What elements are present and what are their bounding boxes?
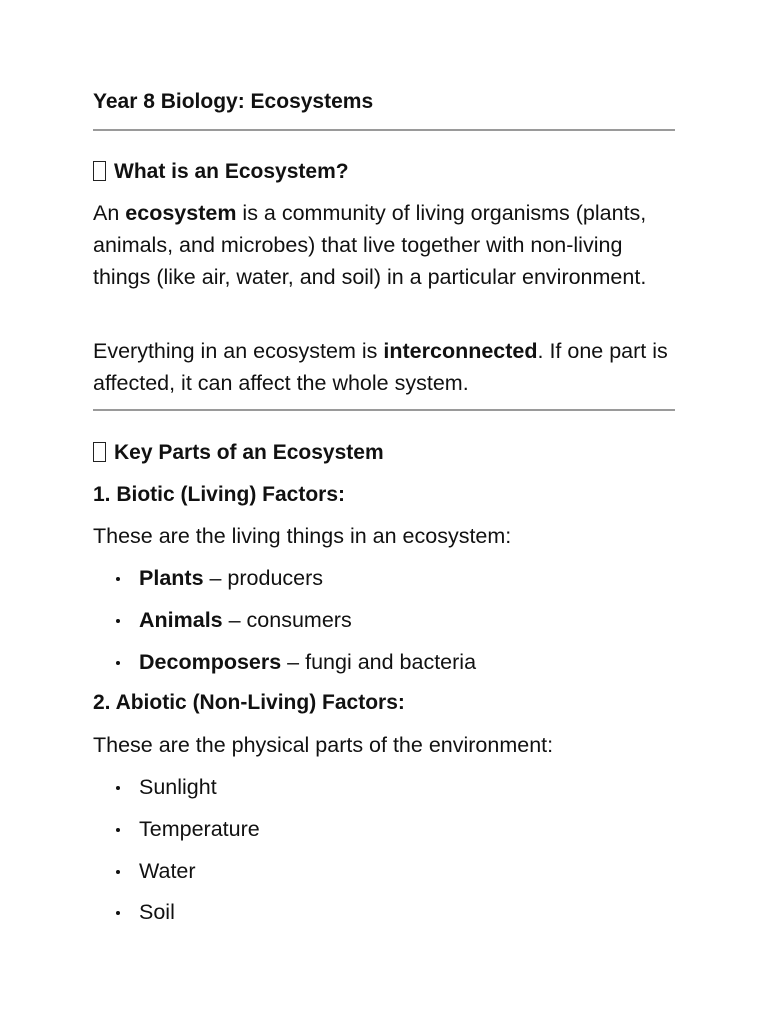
- bullet-icon: [116, 619, 120, 623]
- interconnected-post: . If one part is affected, it can affect the whole system.: [93, 339, 668, 395]
- section-heading-key-parts: [93, 440, 384, 466]
- bullet-icon: [116, 870, 120, 874]
- document-title: Year 8 Biology: Ecosystems: [93, 90, 374, 113]
- list-item: [93, 774, 260, 816]
- list-item-term: Decomposers: [139, 649, 282, 674]
- list-item-term: Animals: [139, 607, 223, 632]
- bullet-icon: [116, 577, 120, 581]
- section-heading-what-is: [93, 159, 349, 185]
- section-heading-what-is-text: What is an Ecosystem?: [114, 160, 349, 183]
- list-item-term: Plants: [139, 566, 204, 590]
- list-item: [93, 607, 476, 649]
- abiotic-list: [93, 774, 260, 941]
- bullet-icon: [116, 786, 120, 790]
- bullet-icon: [116, 828, 120, 832]
- definition-post: is a community of living organisms (plants, animals, and microbes) that live together with non-living things (like air, water, and soil) in a particular environment.: [93, 201, 647, 289]
- bullet-icon: [116, 661, 120, 665]
- list-item-text: Soil: [139, 900, 175, 925]
- biotic-intro: These are the living things in an ecosystem:: [93, 524, 512, 548]
- term-interconnected: interconnected: [383, 339, 538, 363]
- list-item: [93, 816, 260, 858]
- list-item: [93, 899, 260, 941]
- list-item: [93, 649, 476, 691]
- list-item-desc: – consumers: [222, 607, 352, 632]
- list-item-text: Water: [139, 858, 196, 883]
- abiotic-intro: These are the physical parts of the environment:: [93, 733, 554, 757]
- list-item: [93, 858, 260, 900]
- definition-pre: An: [93, 201, 126, 225]
- interconnected-paragraph: [93, 335, 675, 399]
- divider-top: [93, 129, 675, 131]
- list-item-text: Temperature: [139, 816, 260, 841]
- definition-paragraph: [93, 197, 675, 293]
- list-item-text: Sunlight: [139, 775, 217, 799]
- interconnected-pre: Everything in an ecosystem is: [93, 339, 384, 363]
- bullet-icon: [116, 911, 120, 915]
- abiotic-heading: 2. Abiotic (Non-Living) Factors:: [93, 691, 405, 714]
- list-item: [93, 565, 476, 607]
- missing-glyph-box-icon: [93, 442, 106, 462]
- divider-middle: [93, 409, 675, 411]
- biotic-list: [93, 565, 476, 690]
- list-item-desc: – producers: [203, 566, 324, 590]
- section-heading-key-parts-text: Key Parts of an Ecosystem: [114, 441, 384, 464]
- biotic-heading: 1. Biotic (Living) Factors:: [93, 483, 346, 506]
- list-item-desc: – fungi and bacteria: [281, 649, 477, 674]
- missing-glyph-box-icon: [93, 161, 106, 181]
- term-ecosystem: ecosystem: [125, 201, 237, 225]
